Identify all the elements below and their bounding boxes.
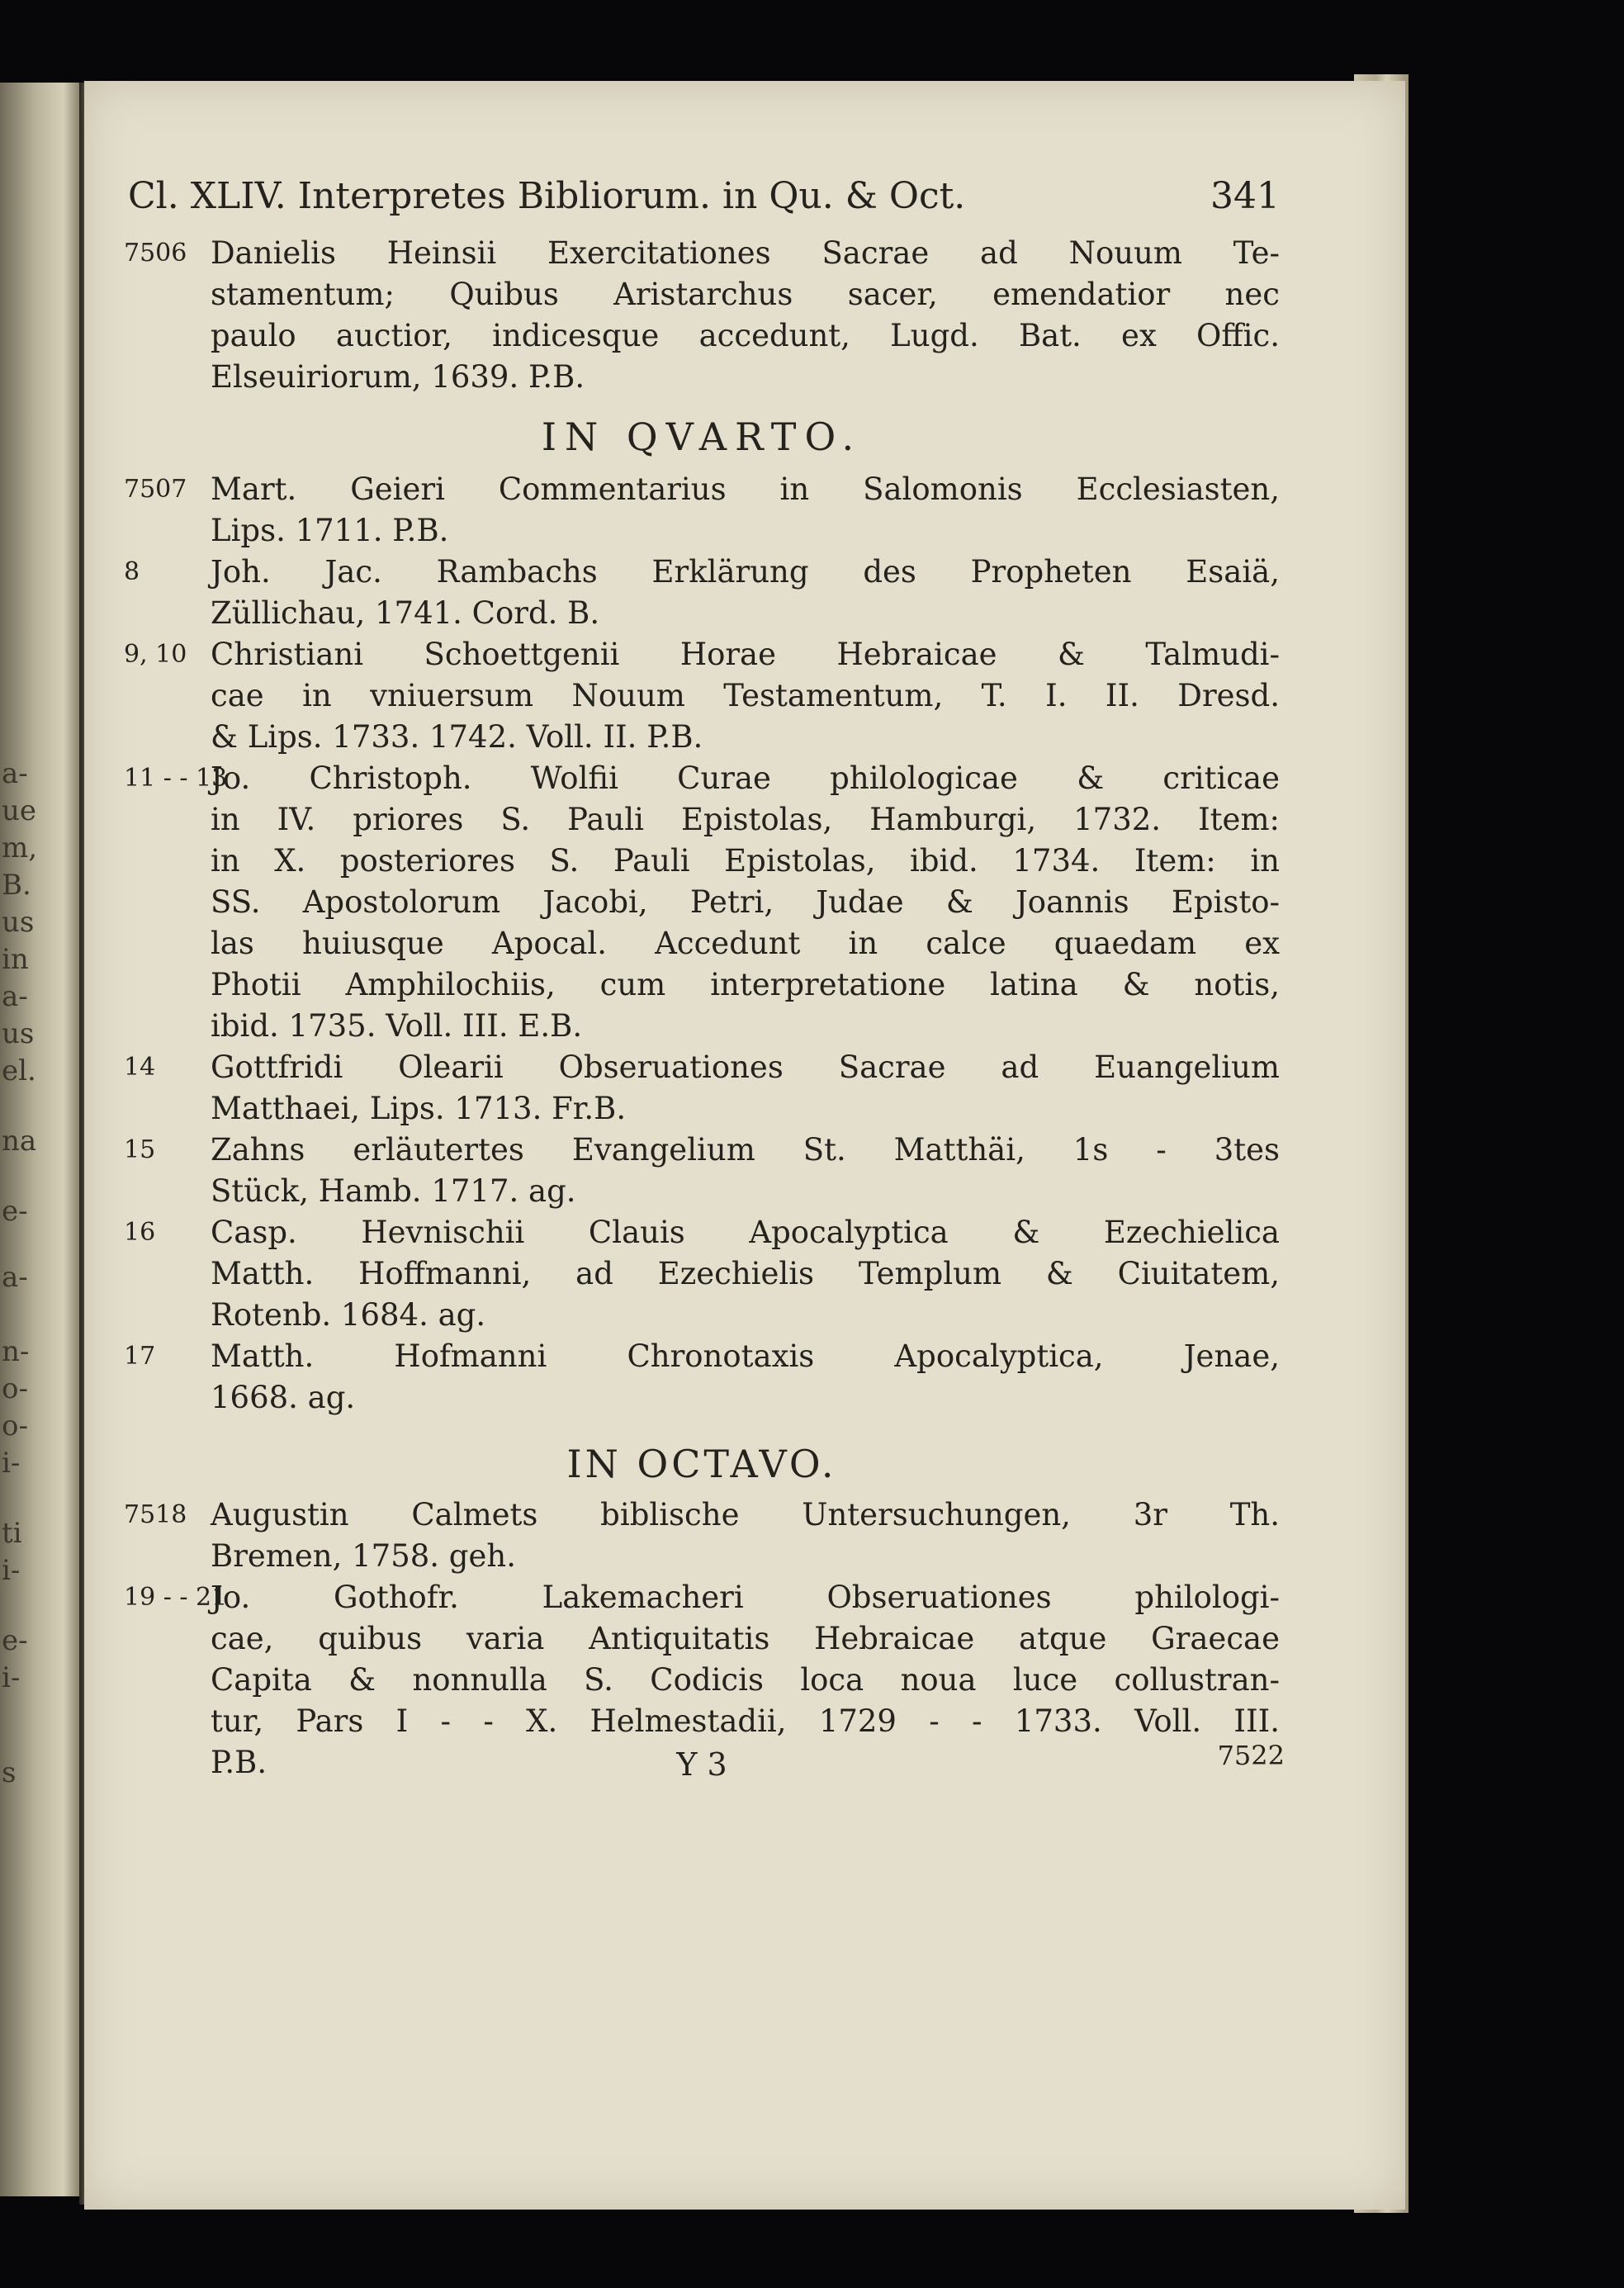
entry-line: Capita & nonnulla S. Codicis loca noua luce collustran-: [211, 1662, 1280, 1698]
catalog-entry: [124, 1495, 1280, 1577]
left-page-fragment: us: [2, 906, 35, 939]
entry-line: Matth. Hofmanni Chronotaxis Apocalyptica, Jenae,: [211, 1338, 1280, 1374]
left-page-fragment: ti: [2, 1517, 22, 1550]
catalog-content: [124, 233, 1280, 1784]
entry-line: SS. Apostolorum Jacobi, Petri, Judae & Joannis Episto-: [211, 884, 1280, 920]
header-title: Cl. XLIV. Interpretes Bibliorum. in Qu. & Oct.: [128, 175, 966, 217]
catalog-entry: [124, 1212, 1280, 1336]
running-header: [128, 175, 1280, 217]
left-page-fragment: i-: [2, 1447, 21, 1480]
entry-line: Stück, Hamb. 1717. ag.: [211, 1173, 576, 1209]
catalog-entry: [124, 758, 1280, 1047]
entry-line: Matthaei, Lips. 1713. Fr.B.: [211, 1091, 627, 1126]
entry-line: stamentum; Quibus Aristarchus sacer, emendatior nec: [211, 277, 1280, 312]
entry-line: Elseuiriorum, 1639. P.B.: [211, 359, 585, 395]
left-page-fragment: a-: [2, 980, 28, 1013]
entry-line: in X. posteriores S. Pauli Epistolas, ibid. 1734. Item: in: [211, 843, 1280, 879]
entries-octavo: [124, 1495, 1280, 1784]
entry-line: 1668. ag.: [211, 1380, 356, 1415]
signature-mark: Y 3: [676, 1746, 727, 1783]
entry-line: Joh. Jac. Rambachs Erklärung des Propheten Esaiä,: [211, 554, 1280, 590]
entry-line: Matth. Hoffmanni, ad Ezechielis Templum & Ciuitatem,: [211, 1256, 1280, 1291]
entries-quarto: [124, 469, 1280, 1419]
catchword: 7522: [1217, 1740, 1285, 1771]
left-page-fragment: el.: [2, 1054, 36, 1087]
entry-line: Jo. Christoph. Wolfii Curae philologicae & criticae: [211, 760, 1280, 796]
entry-line: ibid. 1735. Voll. III. E.B.: [211, 1008, 583, 1044]
entry-number: 7507: [124, 475, 187, 504]
entry-number: 11 - - 13: [124, 764, 228, 793]
entry-number: 7506: [124, 239, 187, 268]
entry-line: Casp. Hevnischii Clauis Apocalyptica & Ezechielica: [211, 1215, 1280, 1250]
entry-line: Lips. 1711. P.B.: [211, 513, 449, 548]
section-heading-octavo: IN OCTAVO.: [566, 1442, 837, 1486]
catalog-entry: [124, 552, 1280, 634]
entry-line: Züllichau, 1741. Cord. B.: [211, 595, 600, 631]
left-page-fragment: e-: [2, 1624, 28, 1657]
catalog-entry: [124, 469, 1280, 552]
entry-line: in IV. priores S. Pauli Epistolas, Hamburgi, 1732. Item:: [211, 802, 1280, 837]
left-page-fragment: a-: [2, 757, 28, 790]
entry-line: paulo auctior, indicesque accedunt, Lugd. Bat. ex Offic.: [211, 318, 1280, 353]
entry-line: Mart. Geieri Commentarius in Salomonis Ecclesiasten,: [211, 471, 1280, 507]
entry-line: Photii Amphilochiis, cum interpretatione latina & notis,: [211, 967, 1280, 1002]
entry-line: Rotenb. 1684. ag.: [211, 1297, 486, 1333]
left-page-fragment: s: [2, 1756, 17, 1789]
catalog-entry: [124, 634, 1280, 758]
section-heading-quarto: IN QVARTO.: [541, 414, 863, 459]
entry-line: Christiani Schoettgenii Horae Hebraicae & Talmudi-: [211, 637, 1280, 672]
left-page-fragment: i-: [2, 1661, 21, 1694]
left-page-fragment: e-: [2, 1195, 28, 1228]
entry-number: 17: [124, 1342, 156, 1371]
entry-line: Augustin Calmets biblische Untersuchungen, 3r Th.: [211, 1497, 1280, 1532]
entry-line: P.B.: [211, 1745, 268, 1780]
left-page-fragment: in: [2, 943, 29, 976]
left-page-fragment: n-: [2, 1335, 30, 1368]
entry-number: 16: [124, 1218, 156, 1247]
entry-line: cae, quibus varia Antiquitatis Hebraicae atque Graecae: [211, 1621, 1280, 1656]
entry-line: cae in vniuersum Nouum Testamentum, T. I. II. Dresd.: [211, 678, 1280, 713]
page-footer: [124, 1740, 1285, 1788]
left-page-fragment: a-: [2, 1261, 28, 1294]
left-page-fragment: i-: [2, 1554, 21, 1587]
page-number: 341: [1210, 175, 1280, 217]
left-page-edge: [0, 83, 79, 2196]
left-page-fragment: o-: [2, 1372, 28, 1405]
entry-line: Danielis Heinsii Exercitationes Sacrae ad Nouum Te-: [211, 235, 1280, 271]
entry-line: tur, Pars I - - X. Helmestadii, 1729 - - 1733. Voll. III.: [211, 1703, 1280, 1739]
left-page-fragment: o-: [2, 1409, 28, 1442]
left-page-fragment: ue: [2, 794, 37, 827]
catalog-entry: [124, 233, 1280, 398]
entry-number: 9, 10: [124, 640, 187, 669]
catalog-entry: [124, 1130, 1280, 1212]
entry-number: 15: [124, 1135, 156, 1164]
left-page-fragment: m,: [2, 831, 38, 865]
entry-number: 7518: [124, 1500, 187, 1529]
entry-line: Bremen, 1758. geh.: [211, 1538, 516, 1574]
entry-line: & Lips. 1733. 1742. Voll. II. P.B.: [211, 719, 703, 755]
entry-line: Jo. Gothofr. Lakemacheri Obseruationes philologi-: [211, 1580, 1280, 1615]
entry-line: Zahns erläutertes Evangelium St. Matthäi, 1s - 3tes: [211, 1132, 1280, 1168]
entry-line: Gottfridi Olearii Obseruationes Sacrae ad Euangelium: [211, 1049, 1280, 1085]
entry-number: 8: [124, 557, 140, 586]
catalog-entry: [124, 1336, 1280, 1419]
left-page-fragment: us: [2, 1017, 35, 1050]
entries-top: [124, 233, 1280, 398]
catalog-entry: [124, 1047, 1280, 1130]
entry-line: las huiusque Apocal. Accedunt in calce quaedam ex: [211, 926, 1280, 961]
left-page-fragment: B.: [2, 869, 31, 902]
entry-number: 14: [124, 1053, 156, 1082]
left-page-fragment: na: [2, 1125, 37, 1158]
entry-number: 19 - - 21: [124, 1583, 228, 1612]
